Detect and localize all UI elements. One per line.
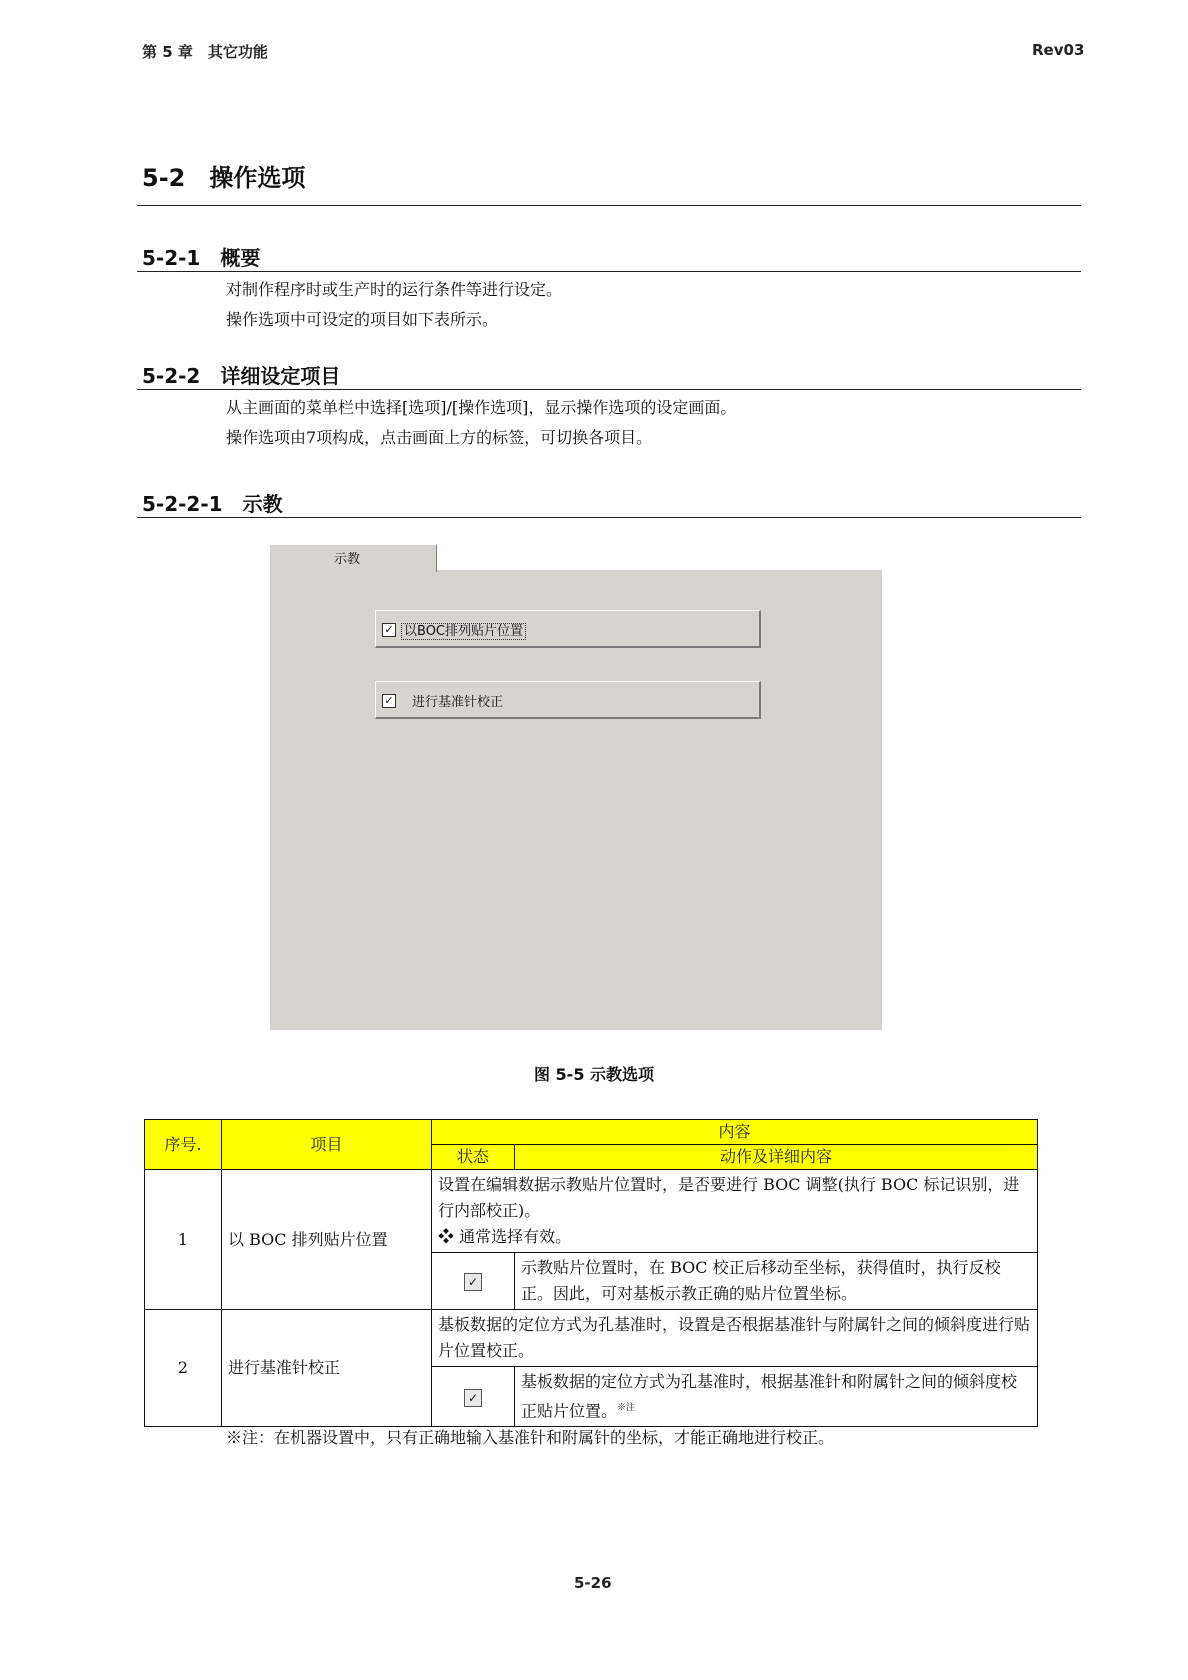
subsection-detail-title: 5-2-2 详细设定项目: [142, 364, 341, 388]
detail-line-1: 从主画面的菜单栏中选择[选项]/[操作选项]，显示操作选项的设定画面。: [226, 398, 737, 417]
subsubsection-teach-title: 5-2-2-1 示教: [142, 492, 283, 516]
subsection-overview-title: 5-2-1 概要: [142, 246, 261, 270]
checkbox-icon: ✓: [464, 1389, 482, 1407]
header-state: 状态: [432, 1145, 515, 1170]
row-detail: [515, 1367, 1038, 1427]
header-content: 内容: [432, 1120, 1038, 1145]
header-no: 序号.: [145, 1120, 222, 1170]
chapter-header: 第 5 章 其它功能: [142, 43, 268, 61]
row-item: 以 BOC 排列贴片位置: [222, 1170, 432, 1310]
row-desc-text: 设置在编辑数据示教贴片位置时，是否要进行 BOC 调整(执行 BOC 标记识别，进行内部校正)。: [438, 1175, 1020, 1220]
checkbox-icon: ✓: [464, 1273, 482, 1291]
overview-line-1: 对制作程序时或生产时的运行条件等进行设定。: [226, 280, 563, 299]
table-row: [145, 1310, 1038, 1367]
tab-teach[interactable]: [270, 544, 437, 572]
subsubsection-rule: [137, 517, 1081, 518]
header-detail: 动作及详细内容: [515, 1145, 1038, 1170]
pin-option-label[interactable]: 进行基准针校正: [412, 695, 504, 710]
header-item: 项目: [222, 1120, 432, 1170]
tab-teach-label: 示教: [334, 552, 361, 567]
row-item: 进行基准针校正: [222, 1310, 432, 1427]
row-detail: 示教贴片位置时，在 BOC 校正后移动至坐标，获得值时，执行反校正。因此，可对基板示教正确的贴片位置坐标。: [515, 1253, 1038, 1310]
table-row: [145, 1170, 1038, 1253]
footnote: ※注：在机器设置中，只有正确地输入基准针和附属针的坐标，才能正确地进行校正。: [226, 1428, 835, 1447]
row-description: 基板数据的定位方式为孔基准时，设置是否根据基准针与附属针之间的倾斜度进行贴片位置校正。: [432, 1310, 1038, 1367]
row-detail-text: 基板数据的定位方式为孔基准时，根据基准针和附属针之间的倾斜度校正贴片位置。: [521, 1372, 1018, 1421]
option-pin-group: [375, 681, 761, 719]
row-state: [432, 1367, 515, 1427]
row-state: [432, 1253, 515, 1310]
option-boc-group: [375, 610, 761, 648]
section-title: 5-2 操作选项: [142, 164, 306, 192]
boc-option-label[interactable]: 以BOC排列贴片位置: [404, 624, 523, 639]
note-mark: ※注: [617, 1403, 636, 1413]
revision-label: Rev03: [1032, 41, 1085, 59]
row-note: ❖ 通常选择有效。: [438, 1227, 572, 1246]
row-no: 2: [145, 1310, 222, 1427]
section-rule: [137, 205, 1081, 206]
overview-line-2: 操作选项中可设定的项目如下表所示。: [226, 310, 499, 329]
row-no: 1: [145, 1170, 222, 1310]
detail-line-2: 操作选项由7项构成，点击画面上方的标签，可切换各项目。: [226, 428, 653, 447]
figure-caption: 图 5-5 示教选项: [533, 1065, 655, 1084]
boc-checkbox[interactable]: ✓: [382, 623, 396, 637]
pin-checkbox[interactable]: ✓: [382, 694, 396, 708]
subsection-rule: [137, 271, 1081, 272]
options-table: [144, 1119, 1038, 1427]
row-description: [432, 1170, 1038, 1253]
subsection-rule: [137, 389, 1081, 390]
page-number: 5-26: [574, 1574, 612, 1592]
